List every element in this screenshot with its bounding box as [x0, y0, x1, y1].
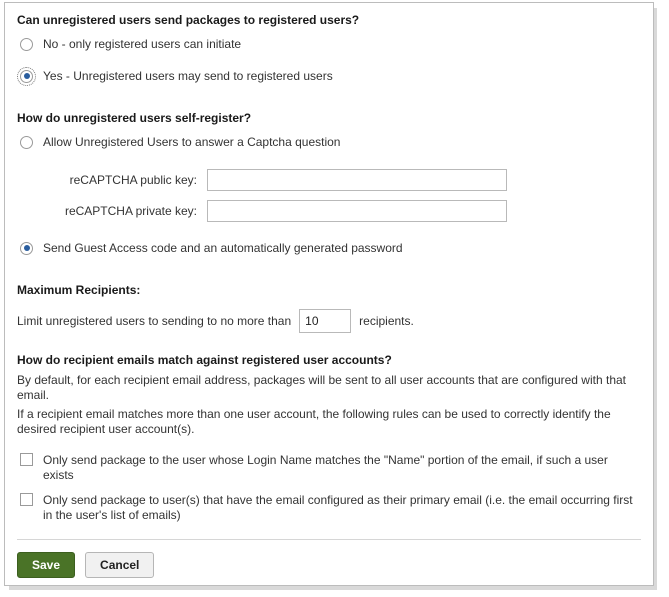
recaptcha-public-key-input[interactable]	[207, 169, 507, 191]
spacer	[17, 263, 641, 283]
recaptcha-public-key-row	[17, 169, 641, 191]
radio-label-guest-access-code: Send Guest Access code and an automatically generated password	[43, 241, 403, 255]
save-button[interactable]: Save	[17, 552, 75, 578]
recaptcha-private-key-row	[17, 200, 641, 222]
recaptcha-private-key-label: reCAPTCHA private key:	[64, 204, 197, 218]
form-actions	[17, 552, 641, 588]
section-title-email-match: How do recipient emails match against registered user accounts?	[17, 353, 392, 367]
radio-row-yes-unregistered[interactable]	[17, 65, 641, 87]
radio-yes-unregistered[interactable]	[20, 70, 33, 83]
recaptcha-public-key-label: reCAPTCHA public key:	[69, 173, 197, 187]
radio-captcha[interactable]	[20, 136, 33, 149]
radio-label-captcha: Allow Unregistered Users to answer a Captcha question	[43, 135, 341, 149]
radio-no-unregistered[interactable]	[20, 38, 33, 51]
checkbox-login-name-match[interactable]	[20, 453, 33, 466]
checkbox-row-login-name-match[interactable]	[17, 453, 641, 483]
section-title-max-recipients: Maximum Recipients:	[17, 283, 141, 297]
spacer	[17, 333, 641, 353]
settings-panel	[4, 2, 654, 586]
cancel-button[interactable]: Cancel	[85, 552, 154, 578]
max-recipients-row	[17, 309, 641, 333]
checkbox-label-primary-email-match: Only send package to user(s) that have the email configured as their primary email (i.e. the email occurring first in the user's list of emails)	[43, 493, 633, 522]
radio-label-no-unregistered: No - only registered users can initiate	[43, 37, 242, 51]
max-recipients-suffix-label: recipients.	[359, 314, 414, 328]
spacer	[17, 157, 641, 169]
email-match-description-line2: If a recipient email matches more than one user account, the following rules can be used to correctly identify the desired recipient user account(s).	[17, 407, 611, 436]
radio-guest-access-code[interactable]	[20, 242, 33, 255]
divider	[17, 539, 641, 540]
spacer	[17, 91, 641, 111]
radio-label-yes-unregistered: Yes - Unregistered users may send to registered users	[43, 69, 333, 83]
checkbox-row-primary-email-match[interactable]	[17, 493, 641, 523]
spacer	[17, 441, 641, 453]
email-match-description-line1: By default, for each recipient email address, packages will be sent to all user accounts that are configured with that email.	[17, 373, 626, 402]
section-title-self-register: How do unregistered users self-register?	[17, 111, 252, 125]
radio-row-guest-access-code[interactable]	[17, 237, 641, 259]
section-title-unregistered-send: Can unregistered users send packages to registered users?	[17, 13, 360, 27]
checkbox-label-login-name-match: Only send package to the user whose Login Name matches the "Name" portion of the email, if such a user exists	[43, 453, 608, 482]
recaptcha-private-key-input[interactable]	[207, 200, 507, 222]
max-recipients-prefix-label: Limit unregistered users to sending to no more than	[17, 314, 292, 328]
radio-row-captcha[interactable]	[17, 131, 641, 153]
radio-row-no-unregistered[interactable]	[17, 33, 641, 55]
settings-form	[5, 3, 653, 588]
checkbox-primary-email-match[interactable]	[20, 493, 33, 506]
max-recipients-input[interactable]	[299, 309, 351, 333]
